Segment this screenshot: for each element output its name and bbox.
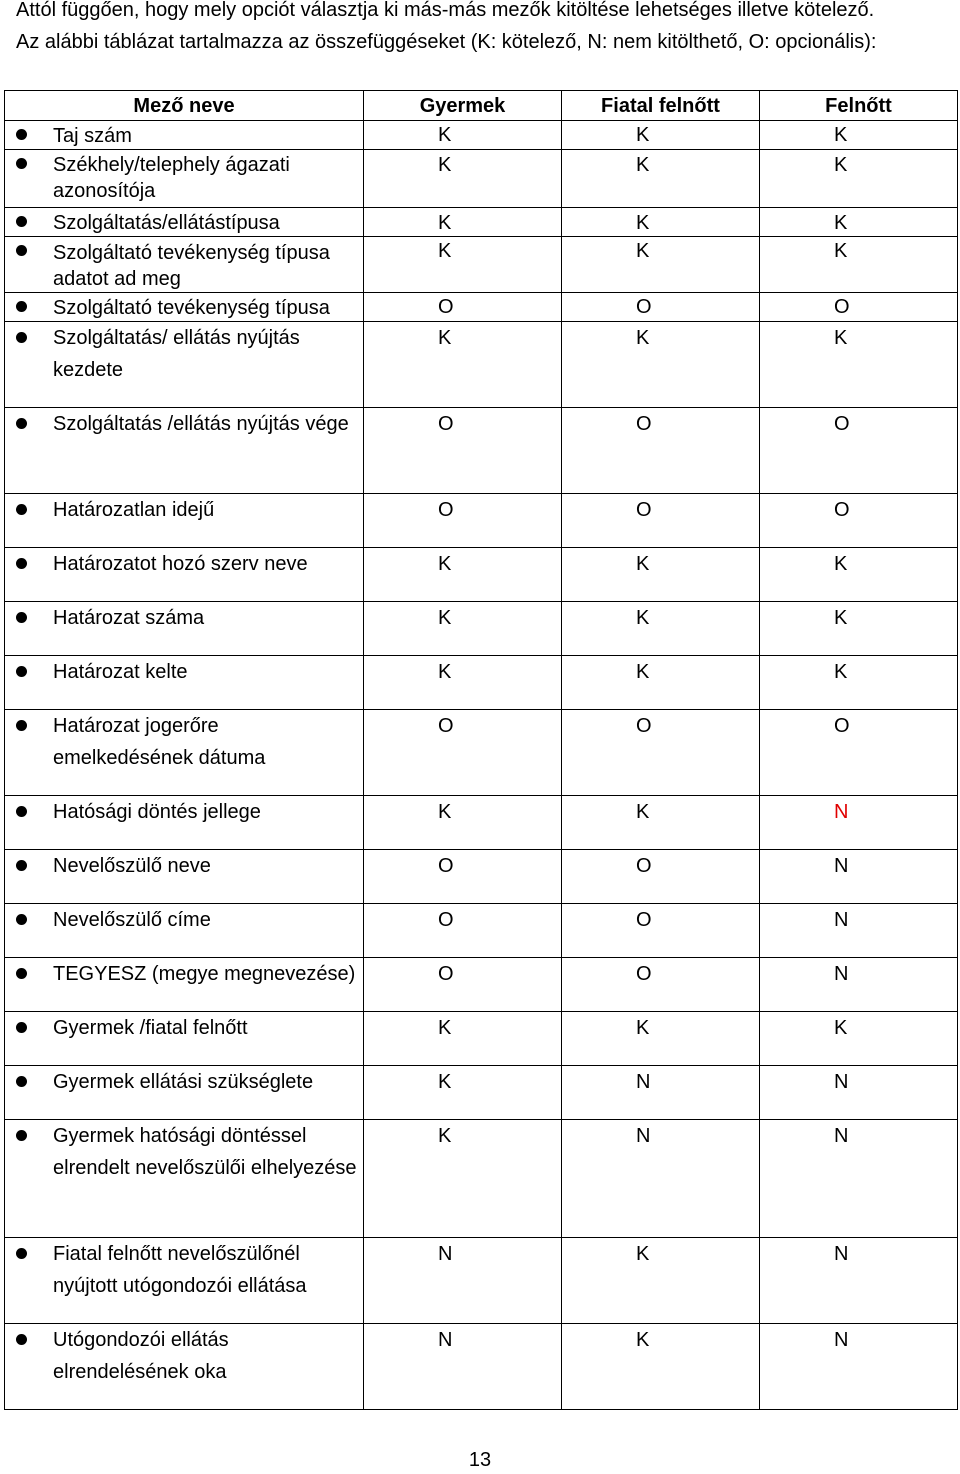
value-young-adult: N: [636, 1071, 651, 1093]
bullet-icon: [16, 914, 27, 925]
value-adult: K: [834, 212, 848, 234]
value-adult: N: [834, 1125, 849, 1147]
value-adult: K: [834, 154, 848, 176]
value-young-adult: K: [636, 154, 650, 176]
header-young-adult: Fiatal felnőtt: [562, 91, 760, 121]
field-name: Taj szám: [53, 125, 132, 147]
bullet-icon: [16, 418, 27, 429]
value-adult: N: [834, 1329, 849, 1351]
page-number: 13: [468, 1449, 492, 1471]
value-adult: N: [834, 909, 849, 931]
value-young-adult: K: [636, 553, 650, 575]
field-name: Hatósági döntés jellege: [53, 801, 261, 823]
bullet-icon: [16, 720, 27, 731]
value-child: K: [438, 124, 452, 146]
bullet-icon: [16, 1076, 27, 1087]
bullet-icon: [16, 558, 27, 569]
value-adult: O: [834, 296, 850, 318]
table-header-row: [5, 91, 958, 121]
table-row: [5, 602, 958, 656]
value-child: K: [438, 1017, 452, 1039]
bullet-icon: [16, 860, 27, 871]
value-young-adult: O: [636, 413, 652, 435]
value-young-adult: K: [636, 1017, 650, 1039]
bullet-icon: [16, 1334, 27, 1345]
table-row: [5, 408, 958, 494]
field-name: Határozatot hozó szerv neve: [53, 553, 308, 575]
table-row: [5, 850, 958, 904]
table-row: [5, 1012, 958, 1066]
intro-line-1: Attól függően, hogy mely opciót választja ki más-más mezők kitöltése lehetséges illetve kötelező.: [16, 0, 875, 21]
table-row: [5, 1324, 958, 1410]
value-adult: K: [834, 327, 848, 349]
value-child: K: [438, 154, 452, 176]
field-name: Gyermek /fiatal felnőtt: [53, 1017, 248, 1039]
value-adult: K: [834, 553, 848, 575]
field-name: Határozat jogerőre emelkedésének dátuma: [53, 715, 266, 769]
value-adult: N: [834, 1071, 849, 1093]
value-young-adult: K: [636, 1329, 650, 1351]
field-name: TEGYESZ (megye megnevezése): [53, 963, 356, 985]
value-adult: N: [834, 855, 849, 877]
table-row: [5, 322, 958, 408]
intro-line-2: Az alábbi táblázat tartalmazza az összefüggéseket (K: kötelező, N: nem kitölthető, O: opcionális):: [16, 31, 877, 53]
value-child: K: [438, 607, 452, 629]
bullet-icon: [16, 504, 27, 515]
value-child: K: [438, 1071, 452, 1093]
field-name: Szolgáltató tevékenység típusa adatot ad meg: [53, 242, 330, 290]
bullet-icon: [16, 332, 27, 343]
bullet-icon: [16, 1022, 27, 1033]
value-young-adult: K: [636, 327, 650, 349]
table-row: [5, 656, 958, 710]
value-adult: O: [834, 499, 850, 521]
value-child: K: [438, 1125, 452, 1147]
table-row: [5, 710, 958, 796]
value-child: N: [438, 1243, 453, 1265]
field-name: Nevelőszülő címe: [53, 909, 211, 931]
value-child: K: [438, 327, 452, 349]
bullet-icon: [16, 245, 27, 256]
table-row: [5, 237, 958, 293]
field-name: Szolgáltatás /ellátás nyújtás vége: [53, 413, 349, 435]
value-adult: K: [834, 124, 848, 146]
value-child: O: [438, 413, 454, 435]
value-child: K: [438, 801, 452, 823]
value-adult: K: [834, 1017, 848, 1039]
table-row: [5, 1120, 958, 1238]
value-child: O: [438, 855, 454, 877]
table-row: [5, 1238, 958, 1324]
bullet-icon: [16, 968, 27, 979]
header-field-name: Mező neve: [5, 91, 364, 121]
table-row: [5, 548, 958, 602]
value-young-adult: K: [636, 212, 650, 234]
table-row: [5, 293, 958, 322]
value-young-adult: N: [636, 1125, 651, 1147]
value-young-adult: K: [636, 661, 650, 683]
field-name: Gyermek hatósági döntéssel elrendelt nevelőszülői elhelyezése: [53, 1125, 357, 1179]
bullet-icon: [16, 1248, 27, 1259]
bullet-icon: [16, 1130, 27, 1141]
bullet-icon: [16, 612, 27, 623]
value-adult: K: [834, 240, 848, 262]
field-name: Határozat száma: [53, 607, 205, 629]
bullet-icon: [16, 301, 27, 312]
value-young-adult: K: [636, 607, 650, 629]
table-row: [5, 150, 958, 208]
value-child: K: [438, 661, 452, 683]
table-row: [5, 208, 958, 237]
value-young-adult: K: [636, 124, 650, 146]
bullet-icon: [16, 666, 27, 677]
value-child: K: [438, 240, 452, 262]
table-row: [5, 494, 958, 548]
value-young-adult: O: [636, 963, 652, 985]
value-young-adult: O: [636, 909, 652, 931]
value-young-adult: O: [636, 855, 652, 877]
value-child: O: [438, 715, 454, 737]
field-name: Szolgáltatás/ ellátás nyújtás kezdete: [53, 327, 300, 381]
table-row: [5, 1066, 958, 1120]
field-name: Székhely/telephely ágazati azonosítója: [53, 154, 290, 202]
header-child: Gyermek: [364, 91, 562, 121]
value-child: K: [438, 553, 452, 575]
value-young-adult: O: [636, 296, 652, 318]
bullet-icon: [16, 129, 27, 140]
field-name: Nevelőszülő neve: [53, 855, 211, 877]
value-young-adult: O: [636, 499, 652, 521]
value-adult: K: [834, 661, 848, 683]
value-child: O: [438, 296, 454, 318]
value-adult: O: [834, 715, 850, 737]
field-name: Utógondozói ellátás elrendelésének oka: [53, 1329, 229, 1383]
field-name: Gyermek ellátási szükséglete: [53, 1071, 314, 1093]
value-young-adult: O: [636, 715, 652, 737]
intro-text: [16, 0, 946, 64]
requirements-table: [4, 90, 958, 1410]
field-name: Határozatlan idejű: [53, 499, 215, 521]
value-adult: N: [834, 801, 849, 823]
field-name: Szolgáltatás/ellátástípusa: [53, 212, 280, 234]
value-young-adult: K: [636, 801, 650, 823]
table-row: [5, 121, 958, 150]
table-row: [5, 796, 958, 850]
field-name: Határozat kelte: [53, 661, 188, 683]
value-adult: N: [834, 963, 849, 985]
value-young-adult: K: [636, 240, 650, 262]
table-row: [5, 958, 958, 1012]
value-adult: O: [834, 413, 850, 435]
bullet-icon: [16, 216, 27, 227]
value-adult: K: [834, 607, 848, 629]
value-child: O: [438, 909, 454, 931]
value-child: K: [438, 212, 452, 234]
value-young-adult: K: [636, 1243, 650, 1265]
value-adult: N: [834, 1243, 849, 1265]
bullet-icon: [16, 806, 27, 817]
value-child: O: [438, 963, 454, 985]
table-row: [5, 904, 958, 958]
field-name: Szolgáltató tevékenység típusa: [53, 297, 330, 319]
value-child: O: [438, 499, 454, 521]
header-adult: Felnőtt: [760, 91, 958, 121]
value-child: N: [438, 1329, 453, 1351]
field-name: Fiatal felnőtt nevelőszülőnél nyújtott utógondozói ellátása: [53, 1243, 307, 1297]
bullet-icon: [16, 158, 27, 169]
